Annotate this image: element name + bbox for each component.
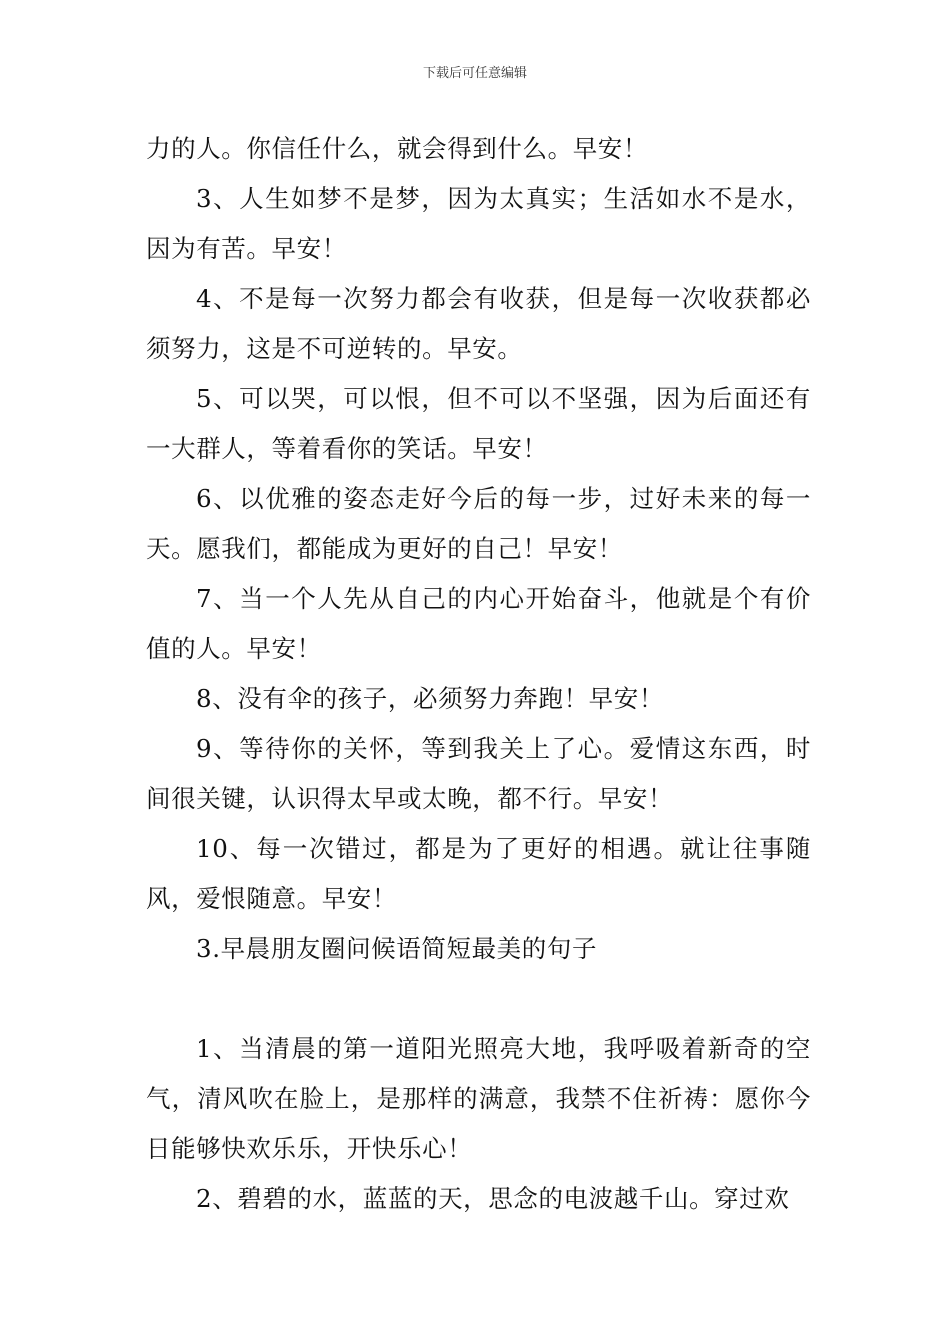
list-item-1: 1、当清晨的第一道阳光照亮大地，我呼吸着新奇的空气，清风吹在脸上，是那样的满意，我禁不住祈祷：愿你今日能够快欢乐乐，开快乐心！ bbox=[146, 1034, 811, 1163]
document-body bbox=[146, 124, 811, 1224]
list-item-6: 6、以优雅的姿态走好今后的每一步，过好未来的每一天。愿我们，都能成为更好的自己！早安！ bbox=[146, 484, 811, 563]
list-item-3: 3、人生如梦不是梦，因为太真实；生活如水不是水，因为有苦。早安！ bbox=[146, 184, 811, 263]
list-item-8: 8、没有伞的孩子，必须努力奔跑！早安！ bbox=[196, 684, 664, 713]
list-item-5: 5、可以哭，可以恨，但不可以不坚强，因为后面还有一大群人，等着看你的笑话。早安！ bbox=[146, 384, 811, 463]
page-header: 下载后可任意编辑 bbox=[422, 66, 527, 81]
list-item-7: 7、当一个人先从自己的内心开始奋斗，他就是个有价值的人。早安！ bbox=[146, 584, 811, 663]
section-heading: 3.早晨朋友圈问候语简短最美的句子 bbox=[196, 934, 598, 963]
section-spacer bbox=[146, 974, 811, 1024]
paragraph-continuation: 力的人。你信任什么，就会得到什么。早安！ bbox=[146, 134, 648, 163]
list-item-2: 2、碧碧的水，蓝蓝的天，思念的电波越千山。穿过欢 bbox=[196, 1184, 790, 1213]
list-item-9: 9、等待你的关怀，等到我关上了心。爱情这东西，时间很关键，认识得太早或太晚，都不行。早安！ bbox=[146, 734, 811, 813]
list-item-10: 10、每一次错过，都是为了更好的相遇。就让往事随风，爱恨随意。早安！ bbox=[146, 834, 811, 913]
list-item-4: 4、不是每一次努力都会有收获，但是每一次收获都必须努力，这是不可逆转的。早安。 bbox=[146, 284, 811, 363]
